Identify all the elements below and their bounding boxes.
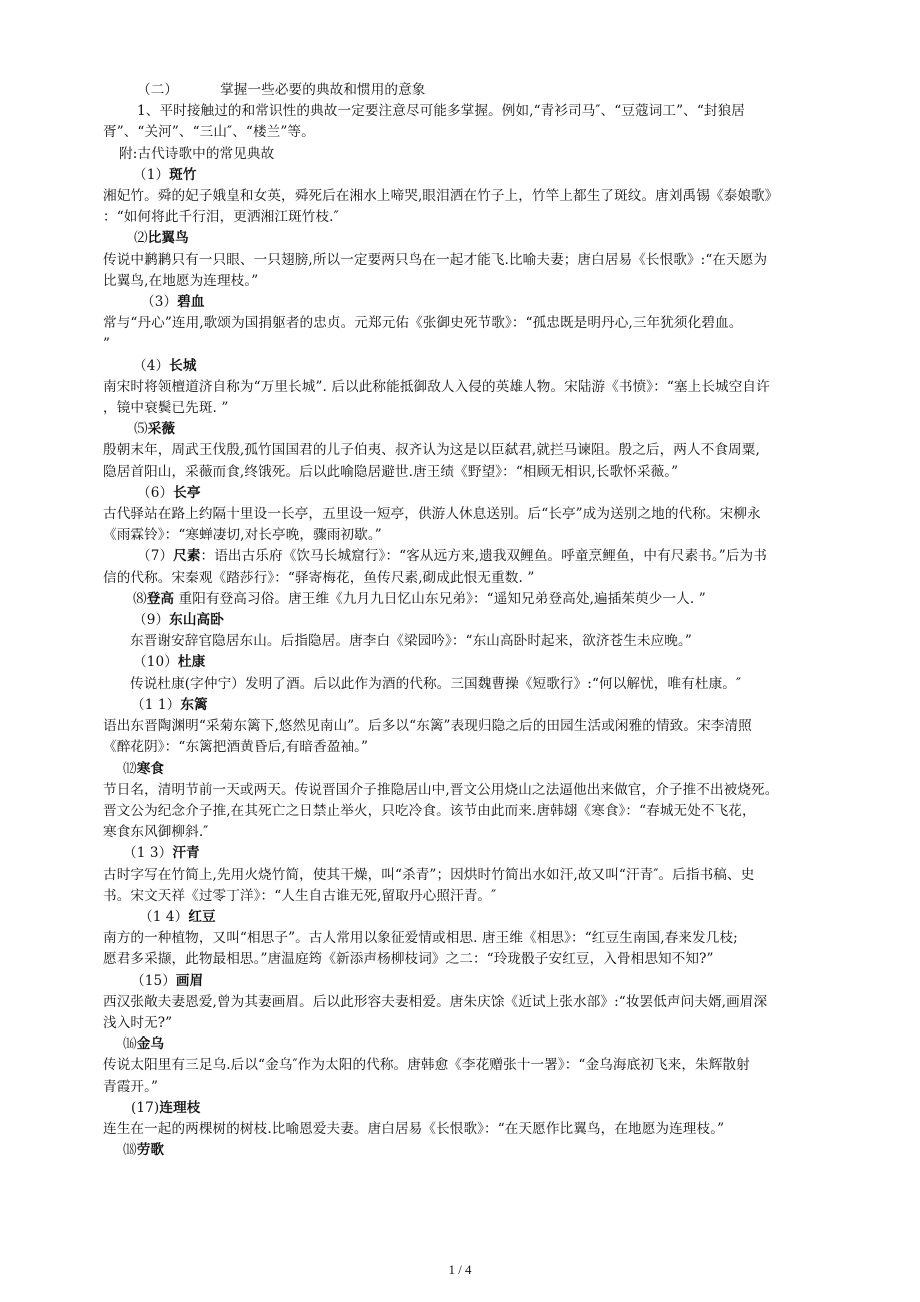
entry-term: 画眉 (175, 972, 204, 989)
entry-text-line: 语出东晋陶渊明“采菊东篱下,悠然见南山”。后多以“东篱”表现归隐之后的田园生活或闲雅的情致。宋李清照 (103, 718, 752, 735)
entry-number: ⑵ (134, 230, 148, 247)
entry-number: ⑻ (133, 590, 147, 607)
entry-title (103, 483, 843, 504)
entry-huamei (103, 971, 843, 1035)
entry-text-line: 古代驿站在路上约隔十里设一长亭，五里设一短亭，供游人休息送别。后“长亭”成为送别之地的代称。宋柳永 (103, 506, 761, 523)
entry-number: （1） (133, 166, 170, 183)
entry-text-line: 《醉花阴》：“东篱把酒黄昏后,有暗香盈袖。” (103, 739, 369, 756)
entry-text-line: 比翼鸟,在地愿为连理枝。” (103, 272, 259, 289)
entry-text-line: 节日名，清明节前一天或两天。传说晋国介子推隐居山中,晋文公用烧山之法逼他出来做官，介子推不出被烧死。 (103, 781, 779, 798)
entry-number: ⑸ (134, 421, 148, 438)
entry-text-line: 南宋时将领檀道济自称为“万里长城”. 后以此称能抵御敌人入侵的英雄人物。宋陆游《书愤》：“塞上长城空自许 (103, 378, 770, 395)
entry-text-line: 殷朝末年，周武王伐殷,孤竹国国君的儿子伯夷、叔齐认为这是以臣弑君,就拦马谏阻。殷之后，两人不食周粟, (103, 442, 760, 459)
entry-text-inline: 重阳有登高习俗。唐王维《九月九日忆山东兄弟》：“遥知兄弟登高处,遍插茱萸少一人. ” (174, 590, 706, 607)
entry-text-line: 常与“丹心”连用,歌颂为国捐躯者的忠贞。元郑元佑《张御史死节歌》：“孤忠既是明丹心,三年犹须化碧血。 (103, 315, 743, 332)
entry-term: 金乌 (136, 1036, 165, 1053)
entry-term: 东山高卧 (169, 612, 224, 629)
entry-text-line: 愿君多采撷，此物最相思。”唐温庭筠《新添声杨柳枝词》之二：“玲珑骰子安红豆，入骨相思知不知?” (103, 951, 714, 968)
entry-text-line: 南方的一种植物，又叫“相思子”。古人常用以象征爱情或相思. 唐王维《相思》：“红豆生南国,春来发几枝; (103, 930, 738, 947)
document-body (103, 80, 843, 1161)
entry-term: 尺素 (173, 548, 201, 565)
entry-term: 比翼鸟 (147, 230, 189, 247)
entry-number: （15） (131, 972, 176, 989)
entry-term: 连理枝 (159, 1099, 201, 1116)
entry-text-line: 隐居首阳山，采薇而食,终饿死。后以此喻隐居避世.唐王绩《野望》：“相顾无相识,长歌怀采薇。” (103, 463, 679, 480)
entry-number: （3） (141, 294, 178, 311)
entry-term: 长亭 (173, 484, 201, 501)
entry-number: （6） (137, 484, 174, 501)
entry-term: 碧血 (177, 294, 205, 311)
entry-title (103, 546, 843, 567)
entry-laoge (103, 1140, 843, 1161)
entry-text-line: 传说太阳里有三足乌.后以“金乌″作为太阳的代称。唐韩愈《李花赠张十一署》：“金乌海底初飞来，朱辉散射 (103, 1057, 750, 1074)
entry-text-line: 传说中鹣鹣只有一只眼、一只翅膀,所以一定要两只鸟在一起才能飞.比喻夫妻；唐白居易《长恨歌》:“在天愿为 (103, 251, 768, 268)
section-heading (103, 80, 843, 101)
entry-text-line: 书。宋文天祥《过零丁洋》：“人生自古谁无死,留取丹心照汗青。″ (103, 887, 497, 904)
entry-title (103, 759, 843, 780)
entry-denggao (103, 589, 843, 610)
entry-text-line: 《雨霖铃》：“寒蝉凄切,对长亭晚，骤雨初歇。” (103, 527, 382, 544)
entry-chisu (103, 546, 843, 588)
entry-term: 杜康 (177, 654, 206, 671)
entry-term: 东篱 (180, 696, 208, 713)
entry-title (103, 292, 843, 313)
entry-hongdou (103, 907, 843, 971)
entry-term: 斑竹 (169, 166, 197, 183)
entry-dukang (103, 652, 843, 694)
entry-number: （4） (133, 357, 170, 374)
entry-text-line: 传说杜康(字仲宁）发明了酒。后以此作为酒的代称。三国魏曹操《短歌行》:“何以解忧，唯有杜康。″ (130, 675, 742, 692)
entry-banzhu (103, 165, 843, 229)
entry-title (103, 356, 843, 377)
entry-number: ⒃ (123, 1036, 137, 1053)
entry-caiwei (103, 419, 843, 483)
entry-term: 汗青 (172, 845, 200, 862)
entry-title (103, 228, 843, 249)
entry-changting (103, 483, 843, 547)
intro-line-1: 1、平时接触过的和常识性的典故一定要注意尽可能多掌握。例如,“青衫司马″、“豆蔻词工”、“封狼居 (137, 103, 745, 120)
entry-biyiniao (103, 228, 843, 292)
entry-text-line: 连生在一起的两棵树的树枝.比喻恩爱夫妻。唐白居易《长恨歌》：“在天愿作比翼鸟，在地愿为连理枝。” (103, 1120, 725, 1137)
entry-term: 劳歌 (136, 1142, 165, 1159)
entry-text-line: 湘妃竹。舜的妃子娥皇和女英，舜死后在湘水上啼哭,眼泪洒在竹子上，竹竿上都生了斑纹。唐刘禹锡《泰娘歌》 (103, 188, 779, 205)
section-heading-number: （二） (137, 82, 179, 98)
intro-line-2: 胥”、“关河”、“三山″、“楼兰”等。 (103, 124, 315, 141)
section-heading-text: 掌握一些必要的典故和惯用的意象 (220, 82, 426, 98)
entry-title (103, 589, 843, 610)
entry-title (103, 1140, 843, 1161)
entry-hanshi (103, 759, 843, 844)
entry-text-inline: ：语出古乐府《饮马长城窟行》：“客从远方来,遗我双鲤鱼。呼童烹鲤鱼，中有尺素书。”后为书 (200, 548, 767, 565)
page-number: 1 / 4 (448, 1262, 472, 1277)
appendix-label: 附:古代诗歌中的常见典故 (119, 145, 275, 162)
entry-term: 登高 (146, 590, 175, 607)
entry-hanqing (103, 843, 843, 907)
entry-jinwu (103, 1034, 843, 1098)
entry-text-line: ，镜中衰鬓已先斑. ” (103, 400, 229, 417)
entry-changcheng (103, 356, 843, 420)
entry-text-line: 寒食东风御柳斜.″ (103, 824, 209, 841)
entry-number: ⒅ (123, 1142, 137, 1159)
entry-number: (17) (131, 1099, 160, 1116)
entry-number: （9） (133, 612, 170, 629)
entry-text-line: 古时字写在竹简上,先用火烧竹简，使其干燥，叫“杀青”；因烘时竹简出水如汗,故又叫“汗青″。后指书稿、史 (103, 866, 755, 883)
entry-text-line: 东晋谢安辞官隐居东山。后指隐居。唐李白《梁园吟》：“东山高卧时起来，欲济苍生未应晚。” (130, 633, 692, 650)
entry-dongshangaowo (103, 610, 843, 652)
entry-term: 寒食 (136, 760, 165, 777)
entry-title (103, 1098, 843, 1119)
entry-text-line: 青霞开。” (103, 1078, 159, 1095)
entry-title (103, 165, 843, 186)
entry-text-line: 信的代称。宋秦观《踏莎行》：“驿寄梅花，鱼传尺素,砌成此恨无重数. ” (103, 569, 535, 586)
entry-number: ⑿ (123, 760, 137, 777)
entry-number: （1 3） (123, 845, 173, 862)
entry-text-line: 晋文公为纪念介子推,在其死亡之日禁止举火，只吃冷食。该节由此而来.唐韩翃《寒食》：“春城无处不飞花， (103, 802, 756, 819)
entry-title (103, 610, 843, 631)
entry-title (103, 419, 843, 440)
entry-term: 长城 (169, 357, 197, 374)
entry-text-line: ” (103, 336, 111, 353)
entry-text-line: 西汉张敞夫妻恩爱,曾为其妻画眉。后以此形容夫妻相爱。唐朱庆馀《近试上张水部》:“妆罢低声问夫婿,画眉深 (103, 993, 768, 1010)
entry-title (103, 652, 843, 673)
entry-title (103, 907, 843, 928)
entry-title (103, 695, 843, 716)
entry-number: （1 1） (131, 696, 181, 713)
entry-title (103, 843, 843, 864)
entry-text-line: ：“如何将此千行泪，更洒湘江斑竹枝.″ (103, 209, 339, 226)
entry-term: 红豆 (188, 908, 216, 925)
entry-dongli (103, 695, 843, 759)
entry-bixue (103, 292, 843, 356)
entry-number: （7） (137, 548, 174, 565)
entry-title (103, 971, 843, 992)
entry-title (103, 1034, 843, 1055)
entry-number: （10） (133, 654, 178, 671)
entry-text-line: 浅入时无?” (103, 1014, 173, 1031)
entry-term: 采薇 (147, 421, 176, 438)
entry-number: （1 4） (139, 908, 189, 925)
entry-lianlizhi (103, 1098, 843, 1140)
